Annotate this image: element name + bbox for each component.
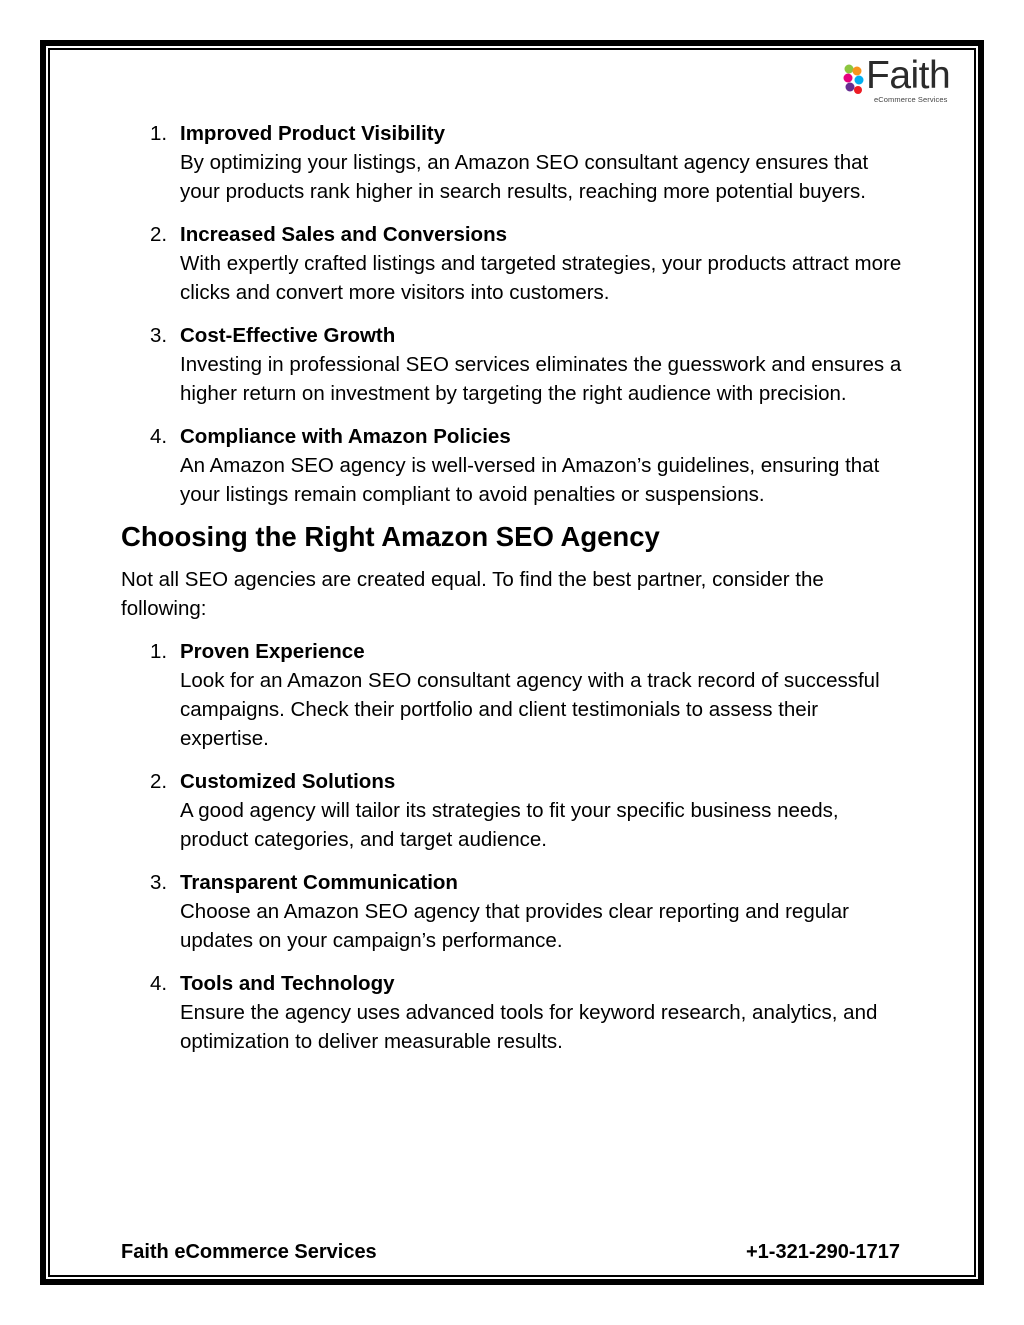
list-item bbox=[121, 868, 911, 955]
item-description: Look for an Amazon SEO consultant agency with a track record of successful campaigns. Check their portfolio and client testimonials to assess their expertise. bbox=[180, 669, 880, 750]
item-number: 4. bbox=[150, 972, 168, 995]
item-description: By optimizing your listings, an Amazon SEO consultant agency ensures that your products rank higher in search results, reaching more potential buyers. bbox=[180, 151, 869, 203]
faith-logo bbox=[842, 54, 964, 108]
item-description: Ensure the agency uses advanced tools for keyword research, analytics, and optimization to deliver measurable results. bbox=[180, 1001, 878, 1053]
item-title: Compliance with Amazon Policies bbox=[180, 425, 511, 448]
footer-phone: +1-321-290-1717 bbox=[745, 1241, 900, 1263]
item-title: Transparent Communication bbox=[180, 871, 458, 894]
list-item bbox=[121, 220, 911, 307]
flower-logo-icon bbox=[842, 62, 868, 98]
document-body bbox=[121, 119, 911, 1070]
item-description: Choose an Amazon SEO agency that provides clear reporting and regular updates on your campaign’s performance. bbox=[180, 900, 849, 952]
list-item bbox=[121, 637, 911, 753]
list-item bbox=[121, 119, 911, 206]
item-number: 4. bbox=[150, 425, 168, 448]
criteria-list bbox=[121, 637, 911, 1056]
item-title: Customized Solutions bbox=[180, 770, 396, 793]
list-item bbox=[121, 321, 911, 408]
item-number: 3. bbox=[150, 324, 168, 347]
footer-company: Faith eCommerce Services bbox=[121, 1241, 377, 1263]
item-title: Increased Sales and Conversions bbox=[180, 223, 507, 246]
item-number: 1. bbox=[150, 640, 168, 663]
item-title: Improved Product Visibility bbox=[180, 122, 446, 145]
item-number: 2. bbox=[150, 770, 168, 793]
section-heading: Choosing the Right Amazon SEO Agency bbox=[121, 521, 660, 552]
item-description: With expertly crafted listings and targeted strategies, your products attract more clicks and convert more visitors into customers. bbox=[180, 252, 902, 304]
logo-tagline: eCommerce Services bbox=[874, 95, 948, 104]
item-number: 3. bbox=[150, 871, 168, 894]
benefits-list bbox=[121, 119, 911, 509]
item-description: An Amazon SEO agency is well-versed in Amazon’s guidelines, ensuring that your listings remain compliant to avoid penalties or suspensions. bbox=[180, 454, 880, 506]
item-description: Investing in professional SEO services eliminates the guesswork and ensures a higher return on investment by targeting the right audience with precision. bbox=[180, 353, 902, 405]
section-intro: Not all SEO agencies are created equal. To find the best partner, consider the following: bbox=[121, 568, 824, 620]
list-item bbox=[121, 767, 911, 854]
list-item bbox=[121, 969, 911, 1056]
item-title: Proven Experience bbox=[180, 640, 365, 663]
list-item bbox=[121, 422, 911, 509]
logo-wordmark: Faith bbox=[866, 54, 951, 97]
item-description: A good agency will tailor its strategies to fit your specific business needs, product categories, and target audience. bbox=[180, 799, 839, 851]
item-title: Tools and Technology bbox=[180, 972, 395, 995]
item-number: 2. bbox=[150, 223, 168, 246]
item-number: 1. bbox=[150, 122, 168, 145]
item-title: Cost-Effective Growth bbox=[180, 324, 396, 347]
